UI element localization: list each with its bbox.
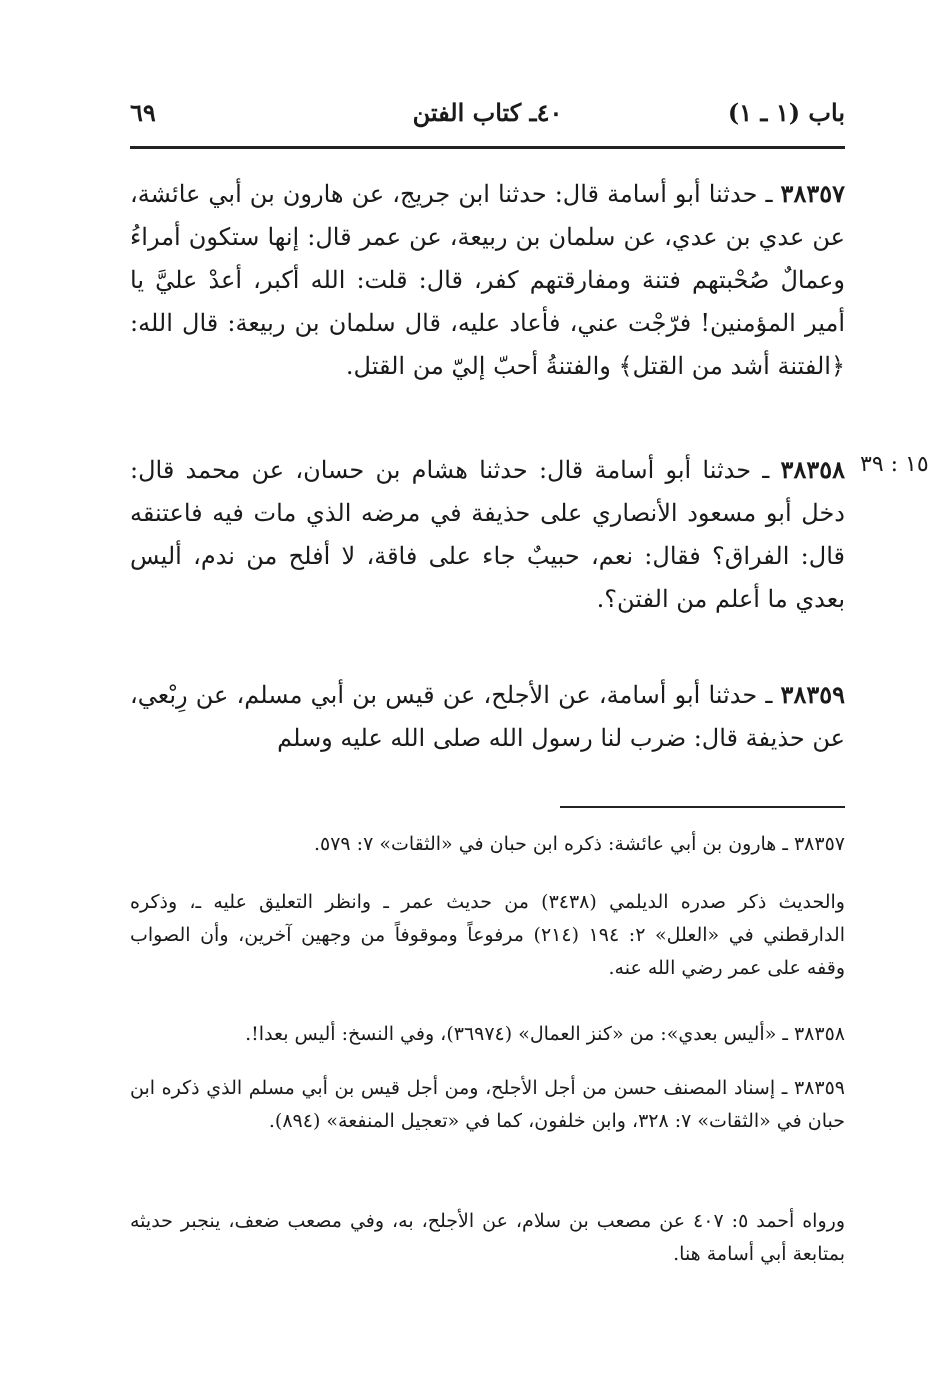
page-header <box>130 92 845 142</box>
margin-reference: ١٥ : ٣٩ <box>860 452 929 477</box>
header-divider <box>130 146 845 149</box>
hadith-text: ـ حدثنا أبو أسامة قال: حدثنا هشام بن حسان، عن محمد قال: دخل أبو مسعود الأنصاري على حذيفة في مرضه الذي مات فيه فاعتنقه قال: الفراق؟ فقال: نعم، حبيبٌ جاء على فاقة، لا أفلح من ندم، أليس بعدي ما أعلم من الفتن؟. <box>130 456 845 613</box>
footnote-text: ٣٨٣٥٨ ـ «أليس بعدي»: من «كنز العمال» (٣٦٩٧٤)، وفي النسخ: أليس بعدا!. <box>245 1023 845 1045</box>
book-title: ٤٠ـ كتاب الفتن <box>412 98 563 127</box>
hadith-38359 <box>130 673 845 760</box>
footnote-text: ٣٨٣٥٧ ـ هارون بن أبي عائشة: ذكره ابن حبان في «الثقات» ٧: ٥٧٩. <box>313 833 845 855</box>
hadith-38357 <box>130 172 845 388</box>
hadith-38358 <box>130 448 845 621</box>
page-number: ٦٩ <box>130 98 156 127</box>
hadith-text: ـ حدثنا أبو أسامة قال: حدثنا ابن جريج، عن هارون بن أبي عائشة، عن عدي بن عدي، عن سلمان بن ربيعة، عن عمر قال: إنها ستكون أمراءُ وعمالٌ صُحْبتهم فتنة ومفارقتهم كفر، قال: قلت: الله أكبر، أعدْ عليَّ يا أمير المؤمنين! فرّجْت عني، فأعاد عليه، قال سلمان بن ربيعة: قال الله: ﴿الفتنة أشد من القتل﴾ والفتنةُ أحبّ إليّ من القتل. <box>130 180 845 380</box>
footnote-text: ورواه أحمد ٥: ٤٠٧ عن مصعب بن سلام، عن الأجلح، به، وفي مصعب ضعف، ينجبر حديثه بمتابعة أبي أسامة هنا. <box>130 1210 845 1265</box>
hadith-number: ٣٨٣٥٩ <box>780 680 845 709</box>
footnote <box>130 1072 845 1138</box>
footnote <box>130 886 845 985</box>
footnote-text: والحديث ذكر صدره الديلمي (٣٤٣٨) من حديث عمر ـ وانظر التعليق عليه ـ، وذكره الدارقطني في «العلل» ٢: ١٩٤ (٢١٤) مرفوعاً وموقوفاً من وجهين آخرين، وأن الصواب وقفه على عمر رضي الله عنه. <box>130 891 846 979</box>
footnote <box>130 828 845 861</box>
footnote-text: ٣٨٣٥٩ ـ إسناد المصنف حسن من أجل الأجلح، ومن أجل قيس بن أبي مسلم الذي ذكره ابن حبان في «الثقات» ٧: ٣٢٨، وابن خلفون، كما في «تعجيل المنفعة» (٨٩٤). <box>130 1077 845 1132</box>
chapter-title: باب (١ ـ ١) <box>727 98 845 127</box>
hadith-number: ٣٨٣٥٨ <box>780 455 845 484</box>
hadith-text: ـ حدثنا أبو أسامة، عن الأجلح، عن قيس بن أبي مسلم، عن رِبْعي، عن حذيفة قال: ضرب لنا رسول الله صلى الله عليه وسلم <box>130 681 845 752</box>
footnote <box>130 1205 845 1271</box>
hadith-number: ٣٨٣٥٧ <box>780 179 845 208</box>
footnote-divider <box>560 806 845 808</box>
footnote <box>130 1018 845 1051</box>
